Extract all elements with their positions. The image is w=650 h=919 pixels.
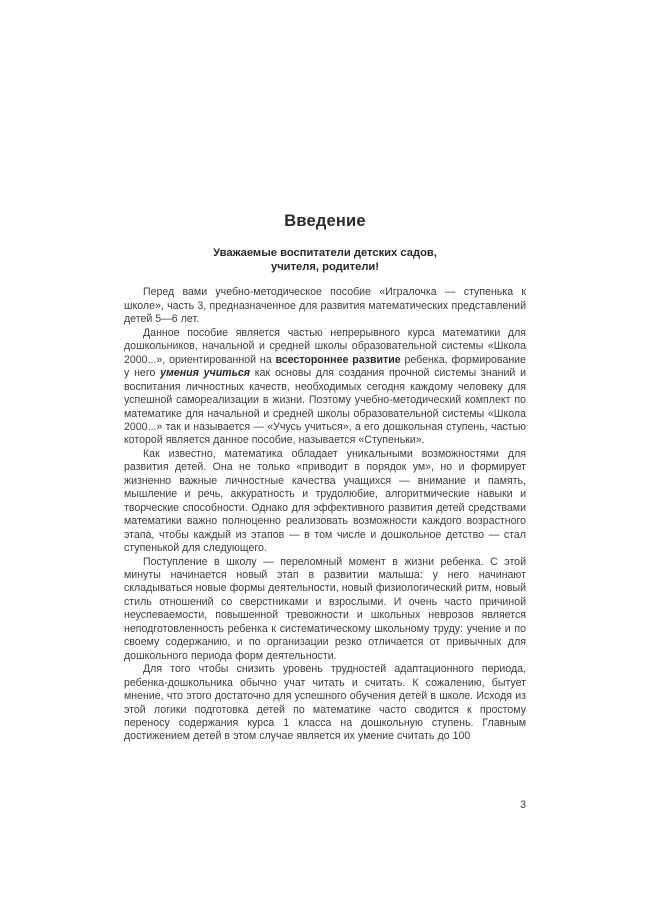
text-run: Для того чтобы снизить уровень трудностей адаптационного периода, ребенка-дошкольника обычно учат читать и считать. К сожалению, бытует мнение, что этого достаточно для успешного обучения детей в школе. Исходя из этой логики подготовка детей по математике часто сводится к простому переносу содержания курса 1 класса на дошкольную ступень. Главным достижением детей в этом случае является их умение считать до 100 <box>124 663 526 743</box>
text-run: Поступление в школу — переломный момент в жизни ребенка. С этой минуты начинается новый этап в развитии малыша: у него начинают складываться новые формы деятельности, новый физиологический ритм, новый стиль отношений со сверстниками и взрослыми. И очень часто причиной неуспеваемости, повышенной тревожности и школьных неврозов является неподготовленность ребенка к систематическому школьному труду: учение и по своему содержанию, и по организации резко отличается от привычных для дошкольного периода форм деятельности. <box>124 555 526 662</box>
page-number: 3 <box>520 799 526 811</box>
salutation-heading <box>124 246 526 275</box>
emphasis-bold: всестороннее развитие <box>275 353 401 366</box>
paragraph-p1 <box>124 286 526 326</box>
text-run: Данное пособие является частью непрерывного курса математики для дошкольников, начальной и средней школы образовательной системы «Школа 2000...», ориентированной на <box>124 326 526 366</box>
text-run: как основы для создания прочной системы знаний и воспитания личностных качеств, необходимых сегодня каждому человеку для успешной самореализации в жизни. Поэтому учебно-методический комплект по математике для начальной и средней школы образовательной системы «Школа 2000...» так и называется — «Учусь учиться», а его дошкольная ступень, частью которой является данное пособие, называется «Ступеньки». <box>124 367 526 447</box>
page-text-block <box>124 212 526 744</box>
text-run: ребенка, формирование у него <box>124 353 526 380</box>
page-title: Введение <box>284 212 366 230</box>
paragraph-p5 <box>124 663 526 744</box>
salutation-line-1: Уважаемые воспитатели детских садов, <box>213 246 437 259</box>
text-run: Перед вами учебно-методическое пособие «Игралочка — ступенька к школе», часть 3, предназначенное для развития математических представлений детей 5—6 лет. <box>124 286 526 326</box>
paragraph-p2 <box>124 327 526 448</box>
salutation-line-2: учителя, родители! <box>270 261 380 274</box>
paragraph-p4 <box>124 556 526 664</box>
emphasis-bold-italic: умения учиться <box>160 367 251 380</box>
text-run: Как известно, математика обладает уникальными возможностями для развития детей. Она не только «приводит в порядок ум», но и формирует жизненно важные личностные качества учащихся — внимание и память, мышление и речь, аккуратность и трудолюбие, алгоритмические навыки и творческие способности. Однако для эффективного развития детей средствами математики важно полноценно реализовать возможности каждого возрастного этапа, чтобы каждый из этапов — в том числе и дошкольное детство — стал ступенькой для следующего. <box>124 447 526 555</box>
body-paragraphs <box>124 286 526 743</box>
paragraph-p3 <box>124 448 526 556</box>
